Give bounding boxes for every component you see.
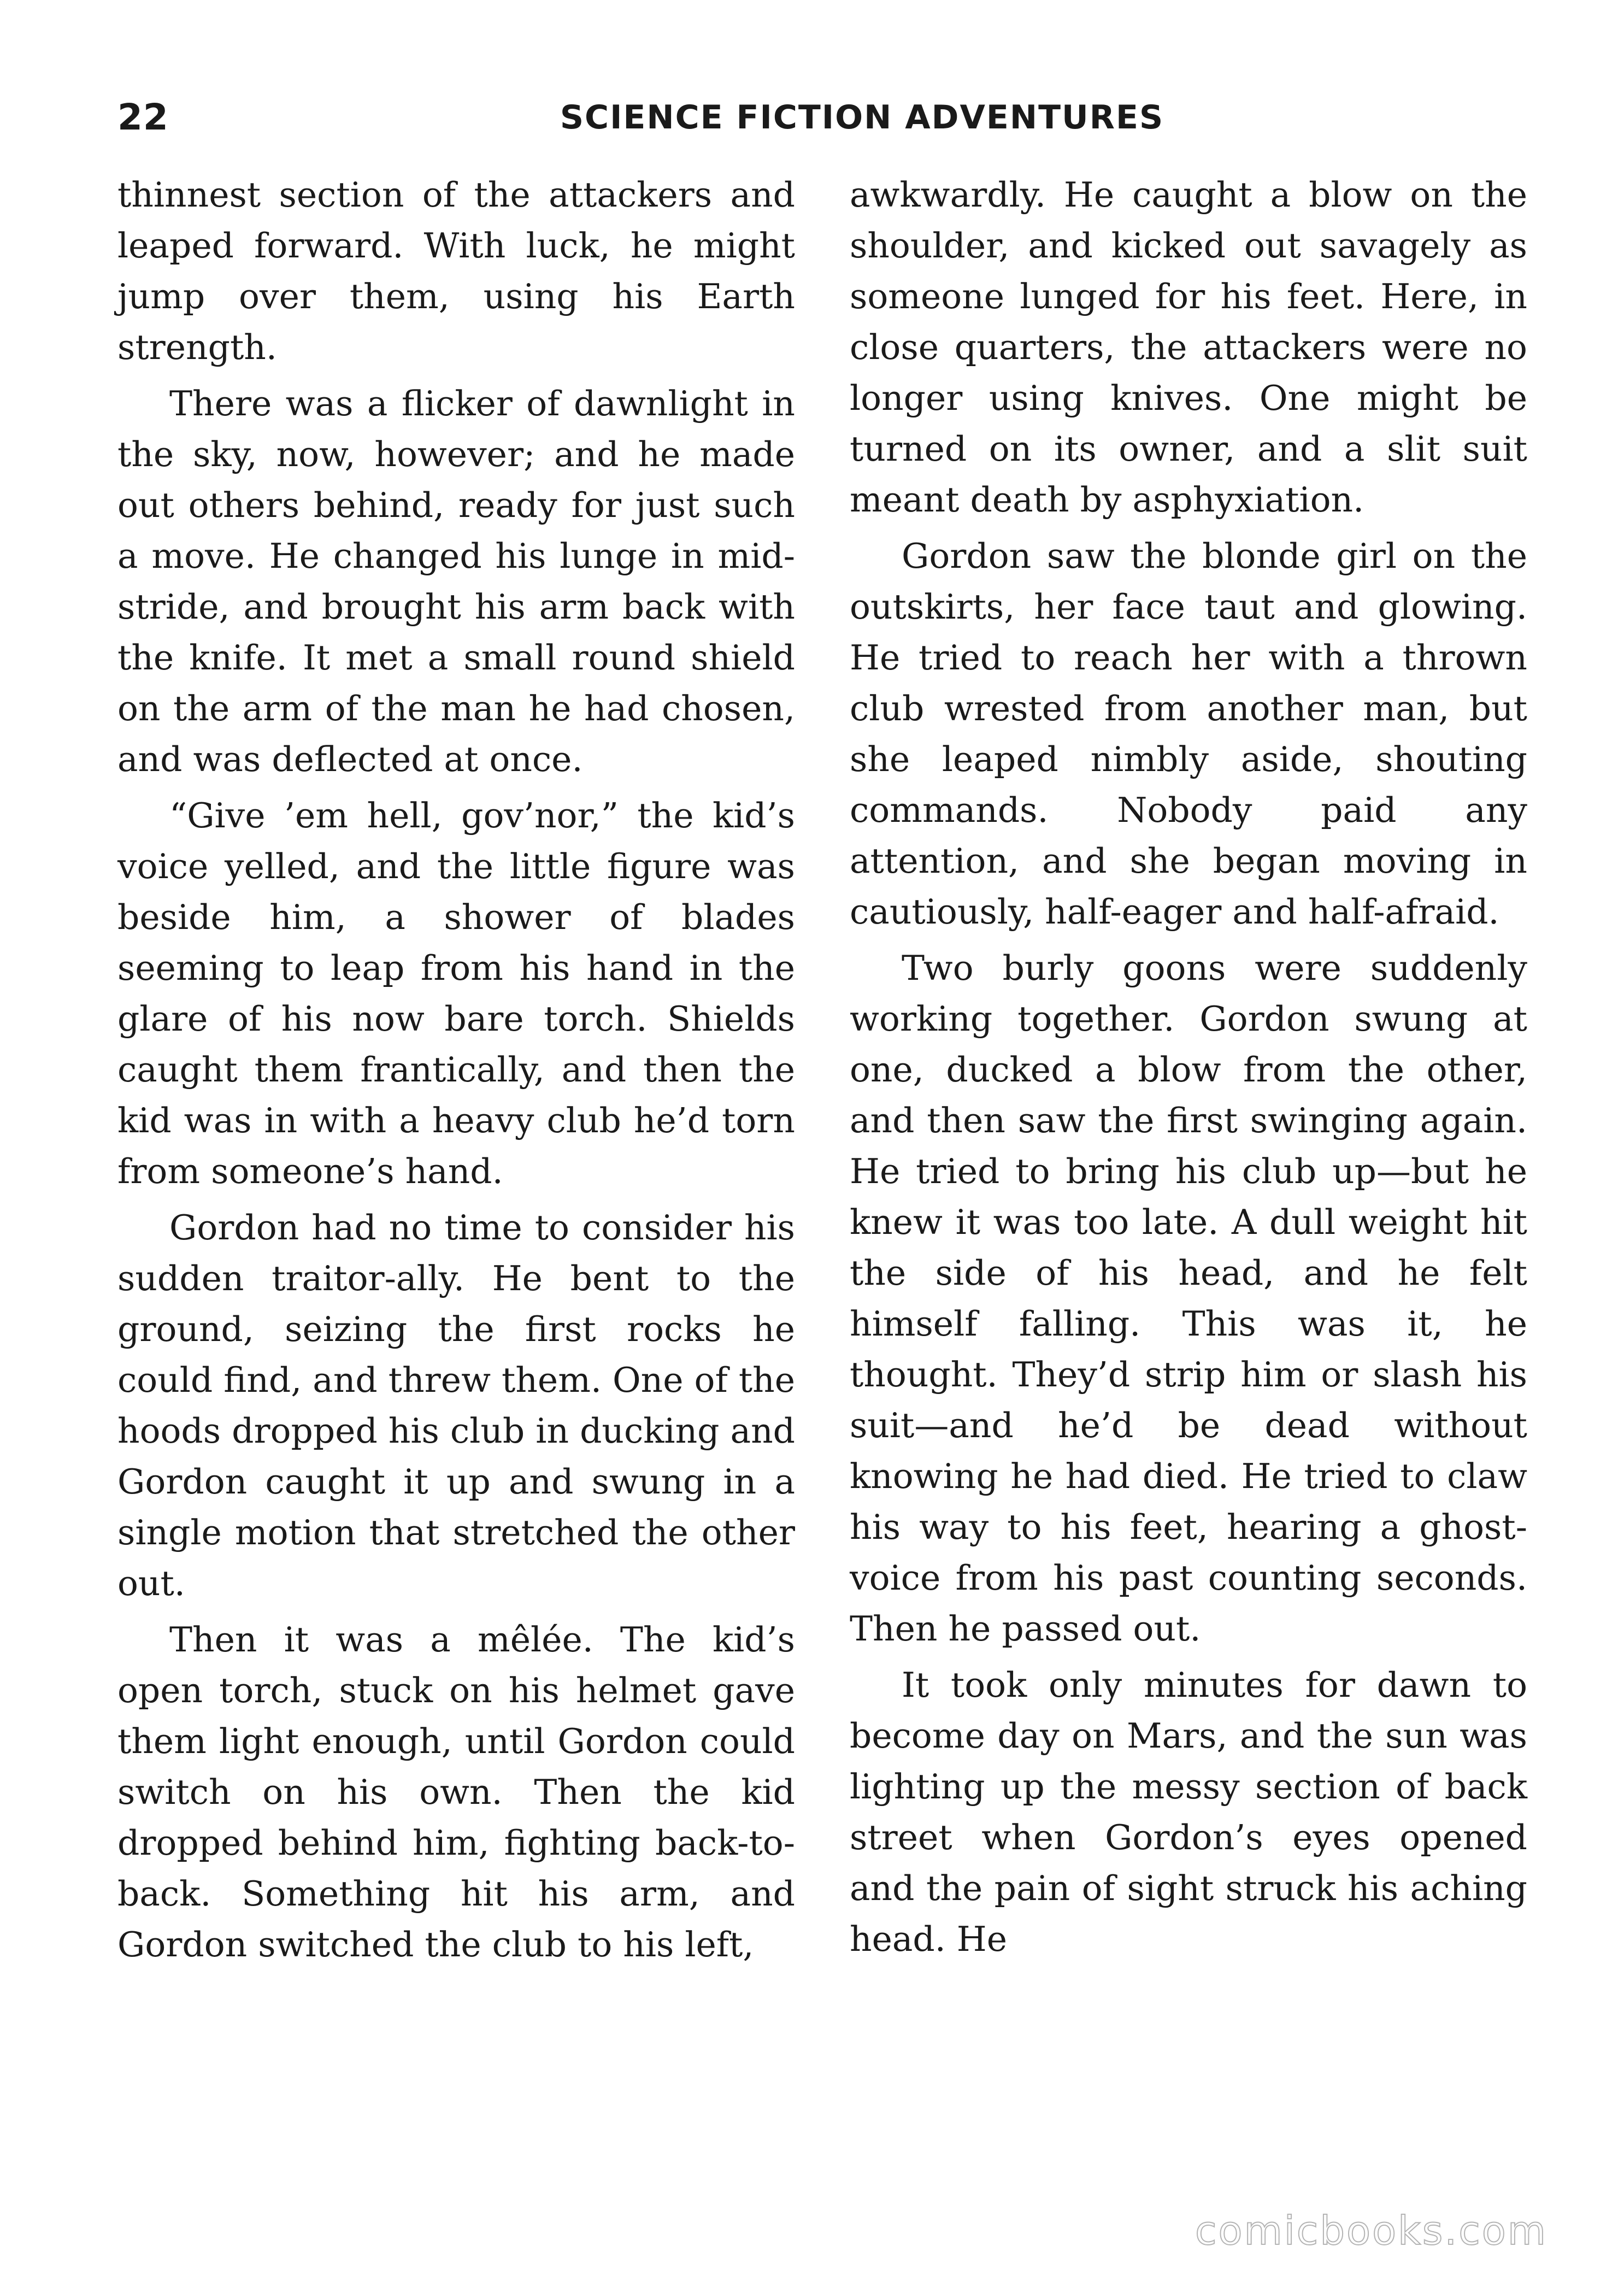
paragraph: awkwardly. He caught a blow on the shoulder, and kicked out savagely as someone lunged for his feet. Here, in close quarters, the attackers were no longer using knives. One might be turned on its owner, and a slit suit meant death by asphyxiation. [850, 175, 1527, 520]
left-column [117, 169, 795, 1970]
paragraph: Gordon had no time to consider his sudden traitor-ally. He bent to the ground, seizing the first rocks he could find, and threw them. One of the hoods dropped his club in ducking and Gordon caught it up and swung in a single motion that stretched the other out. [117, 1208, 795, 1603]
paragraph: Two burly goons were suddenly working together. Gordon swung at one, ducked a blow from the other, and then saw the first swinging again. He tried to bring his club up—but he knew it was too late. A dull weight hit the side of his head, and he felt himself falling. This was it, he thought. They’d strip him or slash his suit—and he’d be dead without knowing he had died. He tried to claw his way to his feet, hearing a ghost-voice from his past counting seconds. Then he passed out. [850, 948, 1527, 1649]
paragraph: “Give ’em hell, gov’nor,” the kid’s voice yelled, and the little figure was beside him, a shower of blades seeming to leap from his hand in the glare of his now bare torch. Shields caught them frantically, and then the kid was in with a heavy club he’d torn from someone’s hand. [117, 796, 795, 1191]
page-header [117, 93, 1530, 153]
running-head: SCIENCE FICTION ADVENTURES [560, 98, 1164, 137]
page-number: 22 [117, 96, 169, 138]
paragraph: Then it was a mêlée. The kid’s open torch, stuck on his helmet gave them light enough, until Gordon could switch on his own. Then the kid dropped behind him, fighting back-to-back. Something hit his arm, and Gordon switched the club to his left, [117, 1620, 795, 1965]
paragraph: thinnest section of the attackers and leaped forward. With luck, he might jump over them, using his Earth strength. [117, 175, 795, 367]
paragraph: Gordon saw the blonde girl on the outskirts, her face taut and glowing. He tried to reach her with a thrown club wrested from another man, but she leaped nimbly aside, shouting commands. Nobody paid any attention, and she began moving in cautiously, half-eager and half-afraid. [850, 536, 1527, 932]
right-column [850, 169, 1527, 1965]
paragraph: There was a flicker of dawnlight in the sky, now, however; and he made out others behind, ready for just such a move. He changed his lunge in mid-stride, and brought his arm back with the knife. It met a small round shield on the arm of the man he had chosen, and was deflected at once. [117, 384, 795, 779]
watermark: comicbooks.com [1195, 2208, 1547, 2254]
paragraph: It took only minutes for dawn to become day on Mars, and the sun was lighting up the messy section of back street when Gordon’s eyes opened and the pain of sight struck his aching head. He [850, 1665, 1527, 1959]
